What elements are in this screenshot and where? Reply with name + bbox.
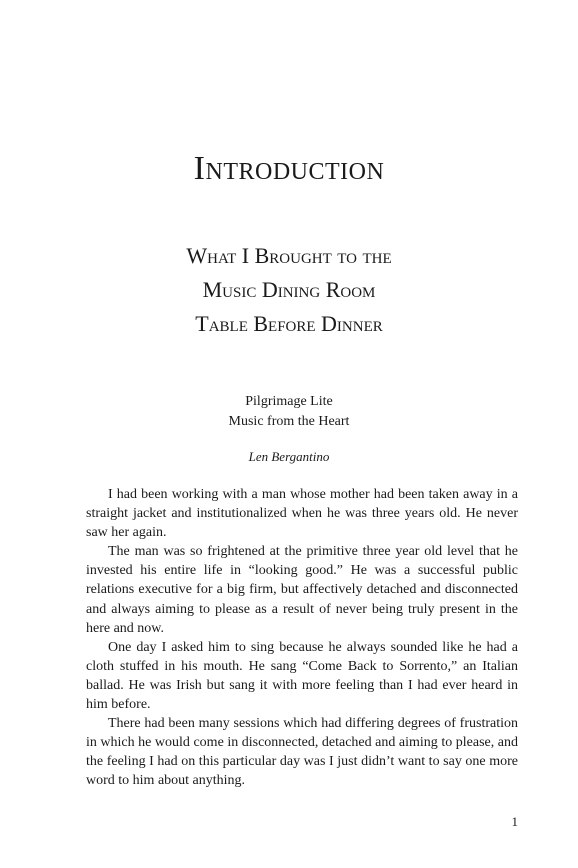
epigraph-line: Pilgrimage Lite	[245, 394, 333, 409]
epigraph-line: Music from the Heart	[228, 414, 350, 429]
paragraph: The man was so frightened at the primitive three year old level that he invested his entire life in “looking good.” He was a successful public relations executive for a big firm, but affectively detached and disconnected and always aiming to please as a result of never being truly present in the here and now.	[86, 544, 518, 636]
page-number: 1	[511, 814, 518, 829]
chapter-title: Introduction	[193, 150, 385, 187]
paragraph: I had been working with a man whose mother had been taken away in a straight jacket and institutionalized when he was three years old. He never saw her again.	[86, 487, 518, 541]
subtitle-line: What I Brought to the	[186, 243, 392, 268]
paragraph: There had been many sessions which had differing degrees of frustration in which he would come in disconnected, detached and aiming to please, and the feeling I had on this particular day was I just didn’t want to say one more word to him about anything.	[86, 716, 518, 789]
author-name: Len Bergantino	[248, 449, 330, 464]
subtitle-line: Table Before Dinner	[195, 311, 383, 336]
epigraph	[0, 392, 578, 432]
paragraph: One day I asked him to sing because he always sounded like he had a cloth stuffed in his mouth. He sang “Come Back to Sorrento,” an Italian ballad. He was Irish but sang it with more feeling than I had ever heard in him before.	[86, 639, 518, 713]
body-text	[86, 485, 518, 791]
subtitle-line: Music Dining Room	[202, 277, 376, 302]
chapter-subtitle	[0, 239, 578, 341]
